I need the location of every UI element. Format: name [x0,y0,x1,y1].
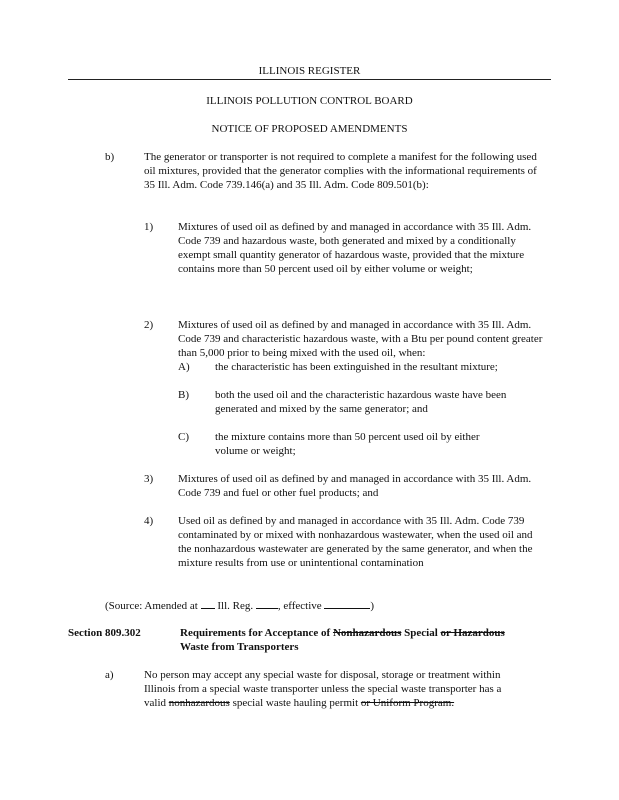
source-part-4: ) [370,600,375,612]
subsection-b-label: b) [105,151,115,163]
item-4-label: 4) [144,515,154,527]
subsection-a-line-3-struck-1: nonhazardous [168,697,230,709]
source-part-2: Ill. Reg. [214,600,256,612]
item-1-label: 1) [144,221,154,233]
item-a-label: A) [178,361,190,373]
subsection-b-text: The generator or transporter is not required to complete a manifest for the following used oil mixtures, provided that the generator complies with the informational requirements of 35 Ill. Adm. Code 739.146(a) and 35 Ill. Adm. Code 809.501(b): [144,151,537,191]
source-part-3: , effective [277,600,325,612]
section-number: Section 809.302 [68,627,141,639]
subsection-a-label: a) [105,669,114,681]
item-a-text: the characteristic has been extinguished in the resultant mixture; [215,361,498,373]
item-1-text: Mixtures of used oil as defined by and managed in accordance with 35 Ill. Adm. Code 739 and hazardous waste, both generated and mixed by a conditionally exempt small quantity generator of hazardous waste, provided that the mixture contains more than 50 percent used oil by either volume or weight; [178,221,532,275]
item-2-label: 2) [144,319,154,331]
section-title [180,626,555,654]
section-title-part-1: Requirements for Acceptance of [180,627,333,639]
header-rule [68,79,551,80]
item-c-text: the mixture contains more than 50 percent used oil by either volume or weight; [215,431,480,457]
item-3-label: 3) [144,473,154,485]
subsection-a-line-2: Illinois from a special waste transporter unless the special waste transporter has a [144,683,502,695]
source-part-1: (Source: Amended at [105,600,201,612]
section-title-struck-2: or Hazardous [440,627,505,639]
item-c-label: C) [178,431,189,443]
date-blank [324,598,370,609]
subsection-a-line-3-part-1: valid [144,697,169,709]
register-header: ILLINOIS REGISTER [258,65,361,77]
subsection-a-text [144,668,554,710]
item-b-text: both the used oil and the characteristic hazardous waste have been generated and mixed by the same generator; and [215,389,507,415]
item-3-text: Mixtures of used oil as defined by and managed in accordance with 35 Ill. Adm. Code 739 and fuel or other fuel products; and [178,473,532,499]
item-2-text: Mixtures of used oil as defined by and managed in accordance with 35 Ill. Adm. Code 739 and characteristic hazardous waste, with a Btu per pound content greater than 5,000 prior to being mixed with the used oil, when: [178,319,543,359]
subsection-a-line-1: No person may accept any special waste for disposal, storage or treatment within [144,669,501,681]
source-note [105,598,545,613]
notice-title: NOTICE OF PROPOSED AMENDMENTS [211,123,408,135]
subsection-a-line-3-struck-2: or Uniform Program. [360,697,455,709]
item-b-label: B) [178,389,189,401]
section-title-part-2: Special [401,627,441,639]
section-title-struck-1: Nonhazardous [332,627,402,639]
subsection-a-line-3-part-2: special waste hauling permit [229,697,361,709]
section-title-line-2: Waste from Transporters [180,641,299,653]
page-blank [256,598,278,609]
item-4-text: Used oil as defined by and managed in accordance with 35 Ill. Adm. Code 739 contaminated by or mixed with nonhazardous wastewater, when the used oil and the nonhazardous wastewater are generated by the same generator, and when the mixture results from use or unintentional contamination [178,515,533,569]
board-title: ILLINOIS POLLUTION CONTROL BOARD [206,95,413,107]
volume-blank [201,598,215,609]
